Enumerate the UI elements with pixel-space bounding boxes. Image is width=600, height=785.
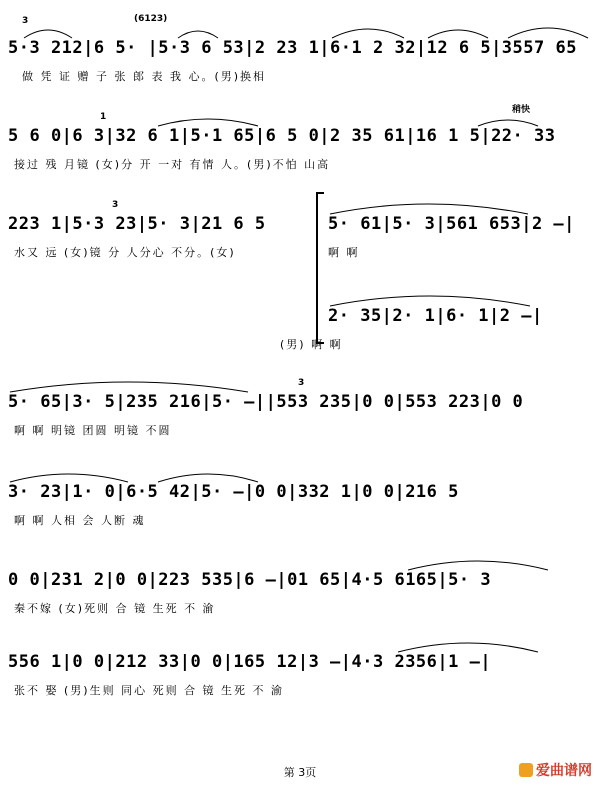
lyrics-line: 水又 远 (女)镜 分 人分心 不分。(女) (14, 246, 236, 259)
page-number: 第 3页 (283, 766, 317, 779)
grace-note-mark: (6123) (134, 14, 168, 24)
notation-line: 2· 35|2· 1|6· 1|2 —| (328, 306, 543, 326)
lyrics-line: 啊 啊 人相 会 人断 魂 (14, 514, 146, 527)
triplet-mark: 1 (100, 112, 107, 122)
lyrics-line: 做 凭 证 赠 子 张 郎 表 我 心。(男)换相 (22, 70, 267, 83)
lyrics-line: 张不 娶 (男)生则 同心 死则 合 镜 生死 不 渝 (14, 684, 285, 697)
site-logo[interactable] (519, 760, 592, 780)
triplet-mark: 3 (112, 200, 119, 210)
notation-line: 5·3 212|6 5· |5·3 6 53|2 23 1|6·1 2 32|12 6 5|3557 65 (8, 38, 577, 58)
notation-line: 5· 65|3· 5|235 216|5· —||553 235|0 0|553 223|0 0 (8, 392, 524, 412)
duet-bracket (316, 192, 324, 344)
triplet-mark: 3 (298, 378, 305, 388)
notation-line: 5· 61|5· 3|561 653|2 —| (328, 214, 575, 234)
notation-line: 223 1|5·3 23|5· 3|21 6 5 (8, 214, 266, 234)
lyrics-line: 啊 啊 (328, 246, 360, 259)
notation-line: 556 1|0 0|212 33|0 0|165 12|3 —|4·3 2356|1 —| (8, 652, 492, 672)
lyrics-line: 啊 啊 明镜 团圆 明镜 不圆 (14, 424, 172, 437)
tempo-mark: 稍快 (512, 105, 531, 115)
lyrics-line: 秦不嫁 (女)死则 合 镜 生死 不 渝 (14, 602, 216, 615)
lyrics-line: (男) 啊 啊 (280, 338, 343, 351)
logo-icon (519, 763, 533, 777)
notation-line: 5 6 0|6 3|32 6 1|5·1 65|6 5 0|2 35 61|16 1 5|22· 33 (8, 126, 556, 146)
notation-line: 0 0|231 2|0 0|223 535|6 —|01 65|4·5 6165|5· 3 (8, 570, 492, 590)
lyrics-line: 接过 残 月镜 (女)分 开 一对 有情 人。(男)不怕 山高 (14, 158, 331, 171)
logo-text: 爱曲谱网 (536, 763, 592, 779)
notation-line: 3· 23|1· 0|6·5 42|5· —|0 0|332 1|0 0|216 5 (8, 482, 459, 502)
triplet-mark: 3 (22, 16, 29, 26)
